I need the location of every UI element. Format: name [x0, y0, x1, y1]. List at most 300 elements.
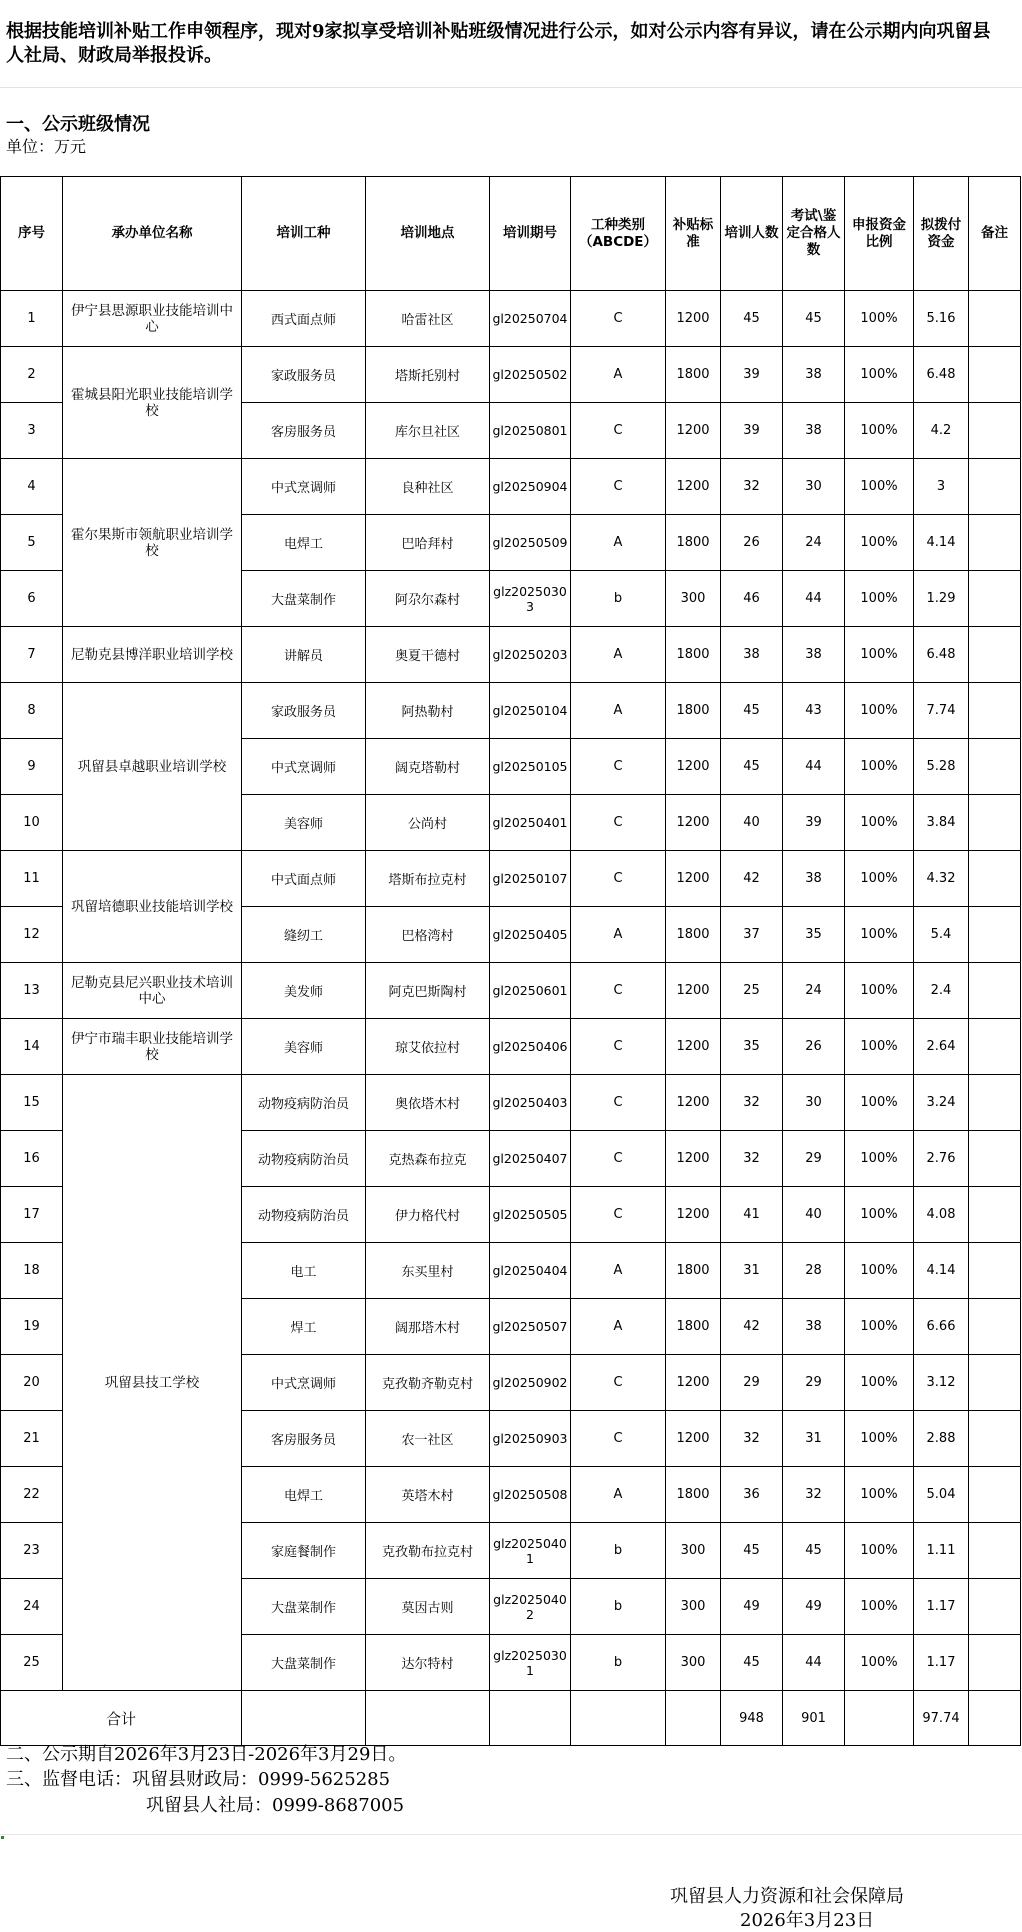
trainees-cell: 32 — [721, 1131, 783, 1187]
remark-cell — [969, 1355, 1021, 1411]
remark-cell — [969, 1299, 1021, 1355]
period-cell: gl20250601 — [490, 963, 571, 1019]
location-cell: 阔克塔勒村 — [366, 739, 490, 795]
location-cell: 伊力格代村 — [366, 1187, 490, 1243]
org-cell: 巩留县技工学校 — [63, 1075, 242, 1691]
standard-cell: 1800 — [666, 627, 721, 683]
seq-cell: 5 — [1, 515, 63, 571]
trade-cell: 家政服务员 — [242, 347, 366, 403]
seq-cell: 9 — [1, 739, 63, 795]
passed-cell: 45 — [783, 291, 845, 347]
ratio-cell: 100% — [845, 403, 914, 459]
category-cell: b — [571, 1635, 666, 1691]
funds-cell: 4.14 — [914, 1243, 969, 1299]
funds-cell: 6.66 — [914, 1299, 969, 1355]
seq-cell: 23 — [1, 1523, 63, 1579]
trade-cell: 动物疫病防治员 — [242, 1075, 366, 1131]
trade-cell: 客房服务员 — [242, 1411, 366, 1467]
ratio-cell: 100% — [845, 963, 914, 1019]
corner-mark — [1, 1836, 4, 1839]
remark-cell — [969, 571, 1021, 627]
location-cell: 良种社区 — [366, 459, 490, 515]
location-cell: 阿热勒村 — [366, 683, 490, 739]
funds-cell: 2.4 — [914, 963, 969, 1019]
funds-cell: 3.12 — [914, 1355, 969, 1411]
trainees-cell: 29 — [721, 1355, 783, 1411]
ratio-cell: 100% — [845, 683, 914, 739]
standard-cell: 1200 — [666, 739, 721, 795]
seq-cell: 24 — [1, 1579, 63, 1635]
passed-cell: 26 — [783, 1019, 845, 1075]
trainees-cell: 36 — [721, 1467, 783, 1523]
remark-cell — [969, 627, 1021, 683]
seq-cell: 22 — [1, 1467, 63, 1523]
standard-cell: 1800 — [666, 515, 721, 571]
total-label: 合计 — [1, 1691, 242, 1746]
period-cell: gl20250203 — [490, 627, 571, 683]
table-row — [1, 1019, 1021, 1075]
standard-cell: 1200 — [666, 403, 721, 459]
table-row — [1, 683, 1021, 739]
remark-cell — [969, 963, 1021, 1019]
trainees-cell: 26 — [721, 515, 783, 571]
trainees-cell: 39 — [721, 403, 783, 459]
standard-cell: 1200 — [666, 1131, 721, 1187]
standard-cell: 1800 — [666, 1243, 721, 1299]
org-cell: 霍尔果斯市领航职业培训学校 — [63, 459, 242, 627]
trade-cell: 电焊工 — [242, 515, 366, 571]
total-ratio — [845, 1691, 914, 1746]
remark-cell — [969, 1411, 1021, 1467]
ratio-cell: 100% — [845, 1131, 914, 1187]
category-cell: b — [571, 1579, 666, 1635]
trade-cell: 美容师 — [242, 795, 366, 851]
trade-cell: 动物疫病防治员 — [242, 1131, 366, 1187]
standard-cell: 1200 — [666, 1355, 721, 1411]
table-header-row — [1, 177, 1021, 291]
category-cell: C — [571, 459, 666, 515]
ratio-cell: 100% — [845, 907, 914, 963]
ratio-cell: 100% — [845, 515, 914, 571]
funds-cell: 1.17 — [914, 1579, 969, 1635]
total-category — [571, 1691, 666, 1746]
header-passed: 考试\鉴定合格人数 — [783, 177, 845, 291]
seq-cell: 11 — [1, 851, 63, 907]
header-trainees: 培训人数 — [721, 177, 783, 291]
trainees-cell: 40 — [721, 795, 783, 851]
header-funds: 拟拨付资金 — [914, 177, 969, 291]
period-cell: gl20250105 — [490, 739, 571, 795]
passed-cell: 38 — [783, 1299, 845, 1355]
period-cell: gl20250104 — [490, 683, 571, 739]
trade-cell: 大盘菜制作 — [242, 1635, 366, 1691]
period-cell: gl20250903 — [490, 1411, 571, 1467]
org-cell: 尼勒克县博洋职业培训学校 — [63, 627, 242, 683]
standard-cell: 1200 — [666, 1075, 721, 1131]
trade-cell: 大盘菜制作 — [242, 1579, 366, 1635]
seq-cell: 2 — [1, 347, 63, 403]
footer-divider — [0, 1834, 1022, 1835]
table-row — [1, 627, 1021, 683]
location-cell: 哈雷社区 — [366, 291, 490, 347]
passed-cell: 38 — [783, 851, 845, 907]
remark-cell — [969, 1243, 1021, 1299]
ratio-cell: 100% — [845, 1243, 914, 1299]
passed-cell: 31 — [783, 1411, 845, 1467]
trainees-cell: 32 — [721, 459, 783, 515]
remark-cell — [969, 459, 1021, 515]
trade-cell: 家庭餐制作 — [242, 1523, 366, 1579]
funds-cell: 1.11 — [914, 1523, 969, 1579]
org-cell: 巩留县卓越职业培训学校 — [63, 683, 242, 851]
header-trade: 培训工种 — [242, 177, 366, 291]
ratio-cell: 100% — [845, 851, 914, 907]
ratio-cell: 100% — [845, 1075, 914, 1131]
standard-cell: 1800 — [666, 1467, 721, 1523]
period-cell: gl20250405 — [490, 907, 571, 963]
period-cell: gl20250801 — [490, 403, 571, 459]
location-cell: 库尔旦社区 — [366, 403, 490, 459]
category-cell: A — [571, 347, 666, 403]
category-cell: b — [571, 571, 666, 627]
location-cell: 塔斯布拉克村 — [366, 851, 490, 907]
location-cell: 克孜勒齐勒克村 — [366, 1355, 490, 1411]
trainees-cell: 46 — [721, 571, 783, 627]
period-cell: gl20250502 — [490, 347, 571, 403]
period-cell: gl20250505 — [490, 1187, 571, 1243]
section1-title: 一、公示班级情况 — [6, 114, 150, 135]
passed-cell: 38 — [783, 403, 845, 459]
passed-cell: 49 — [783, 1579, 845, 1635]
standard-cell: 1800 — [666, 347, 721, 403]
passed-cell: 28 — [783, 1243, 845, 1299]
location-cell: 奥依塔木村 — [366, 1075, 490, 1131]
trainees-cell: 42 — [721, 1299, 783, 1355]
seq-cell: 21 — [1, 1411, 63, 1467]
funds-cell: 5.4 — [914, 907, 969, 963]
issue-date: 2026年3月23日 — [740, 1910, 875, 1931]
funds-cell: 7.74 — [914, 683, 969, 739]
location-cell: 农一社区 — [366, 1411, 490, 1467]
funds-cell: 3.84 — [914, 795, 969, 851]
trainees-cell: 38 — [721, 627, 783, 683]
standard-cell: 300 — [666, 571, 721, 627]
standard-cell: 1200 — [666, 291, 721, 347]
subsidy-table — [0, 176, 1021, 1746]
notice-intro: 根据技能培训补贴工作申领程序，现对9家拟享受培训补贴班级情况进行公示，如对公示内容有异议，请在公示期内向巩留县人社局、财政局举报投诉。 — [6, 21, 991, 66]
remark-cell — [969, 291, 1021, 347]
total-passed: 901 — [783, 1691, 845, 1746]
ratio-cell: 100% — [845, 347, 914, 403]
trainees-cell: 45 — [721, 1523, 783, 1579]
funds-cell: 2.64 — [914, 1019, 969, 1075]
ratio-cell: 100% — [845, 571, 914, 627]
seq-cell: 12 — [1, 907, 63, 963]
category-cell: C — [571, 1187, 666, 1243]
period-cell: gl20250107 — [490, 851, 571, 907]
trainees-cell: 32 — [721, 1075, 783, 1131]
seq-cell: 7 — [1, 627, 63, 683]
location-cell: 克热森布拉克 — [366, 1131, 490, 1187]
trade-cell: 西式面点师 — [242, 291, 366, 347]
standard-cell: 1200 — [666, 1411, 721, 1467]
remark-cell — [969, 403, 1021, 459]
category-cell: A — [571, 627, 666, 683]
category-cell: A — [571, 1243, 666, 1299]
funds-cell: 2.76 — [914, 1131, 969, 1187]
remark-cell — [969, 1019, 1021, 1075]
trade-cell: 电焊工 — [242, 1467, 366, 1523]
passed-cell: 39 — [783, 795, 845, 851]
seq-cell: 10 — [1, 795, 63, 851]
ratio-cell: 100% — [845, 459, 914, 515]
funds-cell: 5.28 — [914, 739, 969, 795]
funds-cell: 6.48 — [914, 347, 969, 403]
trade-cell: 中式烹调师 — [242, 739, 366, 795]
trade-cell: 美发师 — [242, 963, 366, 1019]
ratio-cell: 100% — [845, 1579, 914, 1635]
total-standard — [666, 1691, 721, 1746]
ratio-cell: 100% — [845, 1187, 914, 1243]
ratio-cell: 100% — [845, 1019, 914, 1075]
standard-cell: 1200 — [666, 459, 721, 515]
ratio-cell: 100% — [845, 1411, 914, 1467]
ratio-cell: 100% — [845, 1635, 914, 1691]
trainees-cell: 41 — [721, 1187, 783, 1243]
location-cell: 塔斯托别村 — [366, 347, 490, 403]
passed-cell: 44 — [783, 739, 845, 795]
funds-cell: 3 — [914, 459, 969, 515]
standard-cell: 1800 — [666, 1299, 721, 1355]
trainees-cell: 42 — [721, 851, 783, 907]
location-cell: 奥夏干德村 — [366, 627, 490, 683]
unit-label: 单位：万元 — [6, 137, 87, 156]
trade-cell: 中式烹调师 — [242, 1355, 366, 1411]
category-cell: A — [571, 683, 666, 739]
category-cell: C — [571, 291, 666, 347]
location-cell: 达尔特村 — [366, 1635, 490, 1691]
standard-cell: 1200 — [666, 851, 721, 907]
seq-cell: 15 — [1, 1075, 63, 1131]
funds-cell: 2.88 — [914, 1411, 969, 1467]
category-cell: A — [571, 1467, 666, 1523]
funds-cell: 6.48 — [914, 627, 969, 683]
location-cell: 琼艾依拉村 — [366, 1019, 490, 1075]
category-cell: C — [571, 963, 666, 1019]
category-cell: A — [571, 1299, 666, 1355]
trade-cell: 焊工 — [242, 1299, 366, 1355]
standard-cell: 300 — [666, 1523, 721, 1579]
remark-cell — [969, 1579, 1021, 1635]
location-cell: 公尚村 — [366, 795, 490, 851]
standard-cell: 300 — [666, 1579, 721, 1635]
remark-cell — [969, 1635, 1021, 1691]
table-row — [1, 1075, 1021, 1131]
passed-cell: 40 — [783, 1187, 845, 1243]
header-category: 工种类别（ABCDE） — [571, 177, 666, 291]
location-cell: 阿克巴斯陶村 — [366, 963, 490, 1019]
category-cell: C — [571, 1019, 666, 1075]
trainees-cell: 35 — [721, 1019, 783, 1075]
passed-cell: 24 — [783, 515, 845, 571]
funds-cell: 3.24 — [914, 1075, 969, 1131]
location-cell: 巴哈拜村 — [366, 515, 490, 571]
table-row — [1, 291, 1021, 347]
total-trainees: 948 — [721, 1691, 783, 1746]
org-cell: 伊宁市瑞丰职业技能培训学校 — [63, 1019, 242, 1075]
location-cell: 英塔木村 — [366, 1467, 490, 1523]
header-org: 承办单位名称 — [63, 177, 242, 291]
trade-cell: 缝纫工 — [242, 907, 366, 963]
remark-cell — [969, 1467, 1021, 1523]
header-period: 培训期号 — [490, 177, 571, 291]
phone-finance: 三、监督电话：巩留县财政局：0999-5625285 — [6, 1769, 391, 1790]
passed-cell: 30 — [783, 459, 845, 515]
trainees-cell: 45 — [721, 683, 783, 739]
org-cell: 霍城县阳光职业技能培训学校 — [63, 347, 242, 459]
trade-cell: 大盘菜制作 — [242, 571, 366, 627]
location-cell: 阔那塔木村 — [366, 1299, 490, 1355]
passed-cell: 43 — [783, 683, 845, 739]
seq-cell: 13 — [1, 963, 63, 1019]
ratio-cell: 100% — [845, 627, 914, 683]
standard-cell: 1800 — [666, 683, 721, 739]
category-cell: b — [571, 1523, 666, 1579]
seq-cell: 1 — [1, 291, 63, 347]
phone-hr: 巩留县人社局：0999-8687005 — [146, 1795, 405, 1816]
location-cell: 东买里村 — [366, 1243, 490, 1299]
trade-cell: 讲解员 — [242, 627, 366, 683]
passed-cell: 44 — [783, 1635, 845, 1691]
passed-cell: 45 — [783, 1523, 845, 1579]
remark-cell — [969, 347, 1021, 403]
funds-cell: 1.17 — [914, 1635, 969, 1691]
seq-cell: 6 — [1, 571, 63, 627]
remark-cell — [969, 851, 1021, 907]
standard-cell: 1200 — [666, 1187, 721, 1243]
funds-cell: 5.16 — [914, 291, 969, 347]
trainees-cell: 45 — [721, 739, 783, 795]
category-cell: C — [571, 795, 666, 851]
seq-cell: 16 — [1, 1131, 63, 1187]
passed-cell: 29 — [783, 1131, 845, 1187]
trade-cell: 电工 — [242, 1243, 366, 1299]
ratio-cell: 100% — [845, 795, 914, 851]
seq-cell: 4 — [1, 459, 63, 515]
category-cell: C — [571, 1355, 666, 1411]
trade-cell: 动物疫病防治员 — [242, 1187, 366, 1243]
divider — [0, 87, 1022, 88]
passed-cell: 29 — [783, 1355, 845, 1411]
remark-cell — [969, 795, 1021, 851]
category-cell: C — [571, 403, 666, 459]
period-cell: gl20250401 — [490, 795, 571, 851]
trainees-cell: 45 — [721, 1635, 783, 1691]
header-seq: 序号 — [1, 177, 63, 291]
remark-cell — [969, 739, 1021, 795]
total-trade — [242, 1691, 366, 1746]
period-cell: gl20250403 — [490, 1075, 571, 1131]
location-cell: 巴格湾村 — [366, 907, 490, 963]
funds-cell: 5.04 — [914, 1467, 969, 1523]
total-row — [1, 1691, 1021, 1746]
location-cell: 克孜勒布拉克村 — [366, 1523, 490, 1579]
period-cell: gl20250902 — [490, 1355, 571, 1411]
category-cell: C — [571, 1411, 666, 1467]
remark-cell — [969, 515, 1021, 571]
header-location: 培训地点 — [366, 177, 490, 291]
funds-cell: 1.29 — [914, 571, 969, 627]
total-funds: 97.74 — [914, 1691, 969, 1746]
header-standard: 补贴标准 — [666, 177, 721, 291]
issuer: 巩留县人力资源和社会保障局 — [670, 1886, 904, 1907]
remark-cell — [969, 1131, 1021, 1187]
trade-cell: 中式烹调师 — [242, 459, 366, 515]
trainees-cell: 37 — [721, 907, 783, 963]
period-cell: gl20250404 — [490, 1243, 571, 1299]
category-cell: A — [571, 907, 666, 963]
ratio-cell: 100% — [845, 739, 914, 795]
passed-cell: 24 — [783, 963, 845, 1019]
trainees-cell: 45 — [721, 291, 783, 347]
trade-cell: 客房服务员 — [242, 403, 366, 459]
header-ratio: 申报资金比例 — [845, 177, 914, 291]
trainees-cell: 39 — [721, 347, 783, 403]
seq-cell: 8 — [1, 683, 63, 739]
passed-cell: 44 — [783, 571, 845, 627]
standard-cell: 1200 — [666, 1019, 721, 1075]
trade-cell: 中式面点师 — [242, 851, 366, 907]
ratio-cell: 100% — [845, 1523, 914, 1579]
org-cell: 尼勒克县尼兴职业技术培训中心 — [63, 963, 242, 1019]
funds-cell: 4.14 — [914, 515, 969, 571]
total-period — [490, 1691, 571, 1746]
ratio-cell: 100% — [845, 1355, 914, 1411]
trainees-cell: 49 — [721, 1579, 783, 1635]
remark-cell — [969, 1075, 1021, 1131]
period-cell: gl20250406 — [490, 1019, 571, 1075]
location-cell: 阿尕尔森村 — [366, 571, 490, 627]
category-cell: C — [571, 1131, 666, 1187]
seq-cell: 3 — [1, 403, 63, 459]
seq-cell: 20 — [1, 1355, 63, 1411]
funds-cell: 4.08 — [914, 1187, 969, 1243]
ratio-cell: 100% — [845, 1299, 914, 1355]
passed-cell: 38 — [783, 627, 845, 683]
org-cell: 巩留培德职业技能培训学校 — [63, 851, 242, 963]
total-location — [366, 1691, 490, 1746]
table-row — [1, 851, 1021, 907]
remark-cell — [969, 1187, 1021, 1243]
trainees-cell: 31 — [721, 1243, 783, 1299]
table-row — [1, 347, 1021, 403]
period-cell: gl20250508 — [490, 1467, 571, 1523]
standard-cell: 300 — [666, 1635, 721, 1691]
period-cell: gl20250904 — [490, 459, 571, 515]
seq-cell: 17 — [1, 1187, 63, 1243]
period-cell: gl20250509 — [490, 515, 571, 571]
trainees-cell: 25 — [721, 963, 783, 1019]
period-cell: glz20250301 — [490, 1635, 571, 1691]
category-cell: C — [571, 739, 666, 795]
category-cell: A — [571, 515, 666, 571]
funds-cell: 4.32 — [914, 851, 969, 907]
seq-cell: 14 — [1, 1019, 63, 1075]
total-remark — [969, 1691, 1021, 1746]
period-cell: gl20250507 — [490, 1299, 571, 1355]
remark-cell — [969, 907, 1021, 963]
location-cell: 莫因古则 — [366, 1579, 490, 1635]
